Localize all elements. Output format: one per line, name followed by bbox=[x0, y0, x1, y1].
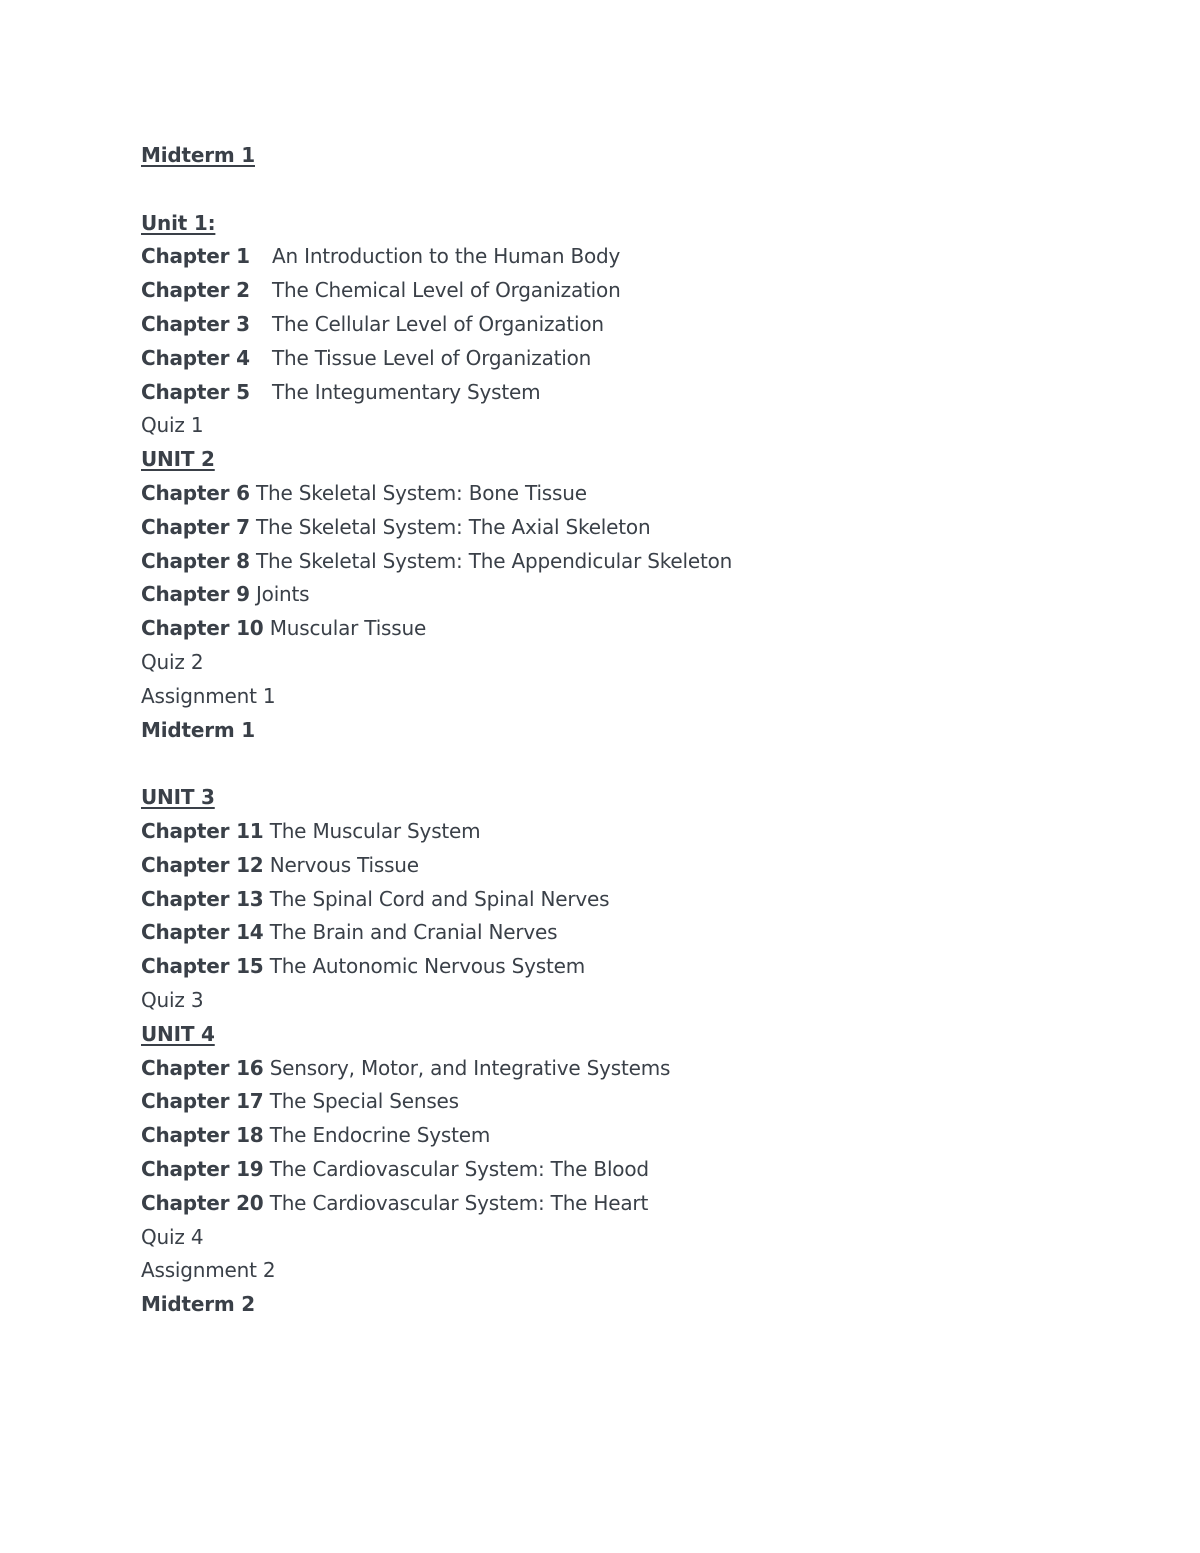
chapter-title: An Introduction to the Human Body bbox=[272, 244, 621, 269]
chapter-title: The Endocrine System bbox=[269, 1123, 491, 1148]
chapter-label: Chapter 17 bbox=[141, 1089, 264, 1114]
chapter-label: Chapter 3 bbox=[141, 311, 250, 336]
chapter-title: The Cellular Level of Organization bbox=[272, 311, 604, 336]
chapter-label: Chapter 10 bbox=[141, 616, 264, 641]
chapter-label: Chapter 15 bbox=[141, 954, 264, 979]
chapter-label: Chapter 19 bbox=[141, 1156, 264, 1181]
chapter-title: Sensory, Motor, and Integrative Systems bbox=[269, 1055, 671, 1080]
chapter-row bbox=[141, 883, 1141, 917]
chapter-label: Chapter 1 bbox=[141, 244, 250, 269]
chapter-row bbox=[141, 950, 1141, 984]
unit-3-heading: UNIT 3 bbox=[141, 785, 215, 810]
chapter-title: The Muscular System bbox=[269, 818, 481, 843]
chapter-label: Chapter 20 bbox=[141, 1190, 264, 1215]
quiz-item: Quiz 4 bbox=[141, 1224, 204, 1249]
chapter-label: Chapter 2 bbox=[141, 278, 250, 303]
quiz-item: Quiz 3 bbox=[141, 987, 204, 1012]
chapter-row bbox=[141, 477, 1141, 511]
spacer bbox=[141, 747, 1141, 781]
chapter-label: Chapter 5 bbox=[141, 379, 250, 404]
chapter-title: The Special Senses bbox=[269, 1089, 459, 1114]
chapter-title: The Spinal Cord and Spinal Nerves bbox=[269, 886, 610, 911]
chapter-label: Chapter 11 bbox=[141, 818, 264, 843]
assignment-item: Assignment 2 bbox=[141, 1258, 276, 1283]
chapter-title: The Skeletal System: Bone Tissue bbox=[255, 480, 587, 505]
midterm-item: Midterm 1 bbox=[141, 717, 255, 742]
chapter-row bbox=[141, 240, 1141, 274]
chapter-title: The Integumentary System bbox=[272, 379, 541, 404]
chapter-row bbox=[141, 511, 1141, 545]
chapter-title: Muscular Tissue bbox=[269, 616, 427, 641]
midterm-item: Midterm 2 bbox=[141, 1292, 255, 1317]
unit-1-heading: Unit 1: bbox=[141, 210, 216, 235]
chapter-label: Chapter 9 bbox=[141, 582, 250, 607]
chapter-title: The Cardiovascular System: The Heart bbox=[269, 1190, 649, 1215]
chapter-title: The Skeletal System: The Axial Skeleton bbox=[255, 514, 651, 539]
chapter-row bbox=[141, 612, 1141, 646]
chapter-label: Chapter 7 bbox=[141, 514, 250, 539]
chapter-title: The Tissue Level of Organization bbox=[272, 345, 592, 370]
assignment-item: Assignment 1 bbox=[141, 683, 276, 708]
chapter-row bbox=[141, 1187, 1141, 1221]
chapter-row bbox=[141, 1085, 1141, 1119]
document-page bbox=[141, 139, 1141, 1322]
chapter-label: Chapter 8 bbox=[141, 548, 250, 573]
spacer bbox=[141, 173, 1141, 207]
chapter-title: The Brain and Cranial Nerves bbox=[269, 920, 558, 945]
chapter-row bbox=[141, 342, 1141, 376]
chapter-label: Chapter 13 bbox=[141, 886, 264, 911]
quiz-item: Quiz 1 bbox=[141, 413, 204, 438]
chapter-row bbox=[141, 274, 1141, 308]
unit-2-heading: UNIT 2 bbox=[141, 447, 215, 472]
unit-4-heading: UNIT 4 bbox=[141, 1021, 215, 1046]
chapter-title: The Cardiovascular System: The Blood bbox=[269, 1156, 649, 1181]
chapter-row bbox=[141, 916, 1141, 950]
document-title: Midterm 1 bbox=[141, 143, 255, 167]
chapter-label: Chapter 4 bbox=[141, 345, 250, 370]
chapter-label: Chapter 12 bbox=[141, 852, 264, 877]
chapter-row bbox=[141, 1119, 1141, 1153]
chapter-title: The Chemical Level of Organization bbox=[272, 278, 621, 303]
chapter-row bbox=[141, 849, 1141, 883]
chapter-row bbox=[141, 308, 1141, 342]
chapter-label: Chapter 6 bbox=[141, 480, 250, 505]
chapter-title: Joints bbox=[255, 582, 310, 607]
chapter-title: The Skeletal System: The Appendicular Skeleton bbox=[255, 548, 733, 573]
chapter-title: The Autonomic Nervous System bbox=[269, 954, 585, 979]
chapter-label: Chapter 18 bbox=[141, 1123, 264, 1148]
chapter-row bbox=[141, 545, 1141, 579]
chapter-label: Chapter 16 bbox=[141, 1055, 264, 1080]
chapter-title: Nervous Tissue bbox=[269, 852, 419, 877]
chapter-row bbox=[141, 1153, 1141, 1187]
chapter-row bbox=[141, 376, 1141, 410]
chapter-row bbox=[141, 578, 1141, 612]
chapter-row bbox=[141, 815, 1141, 849]
chapter-row bbox=[141, 1052, 1141, 1086]
chapter-label: Chapter 14 bbox=[141, 920, 264, 945]
quiz-item: Quiz 2 bbox=[141, 649, 204, 674]
